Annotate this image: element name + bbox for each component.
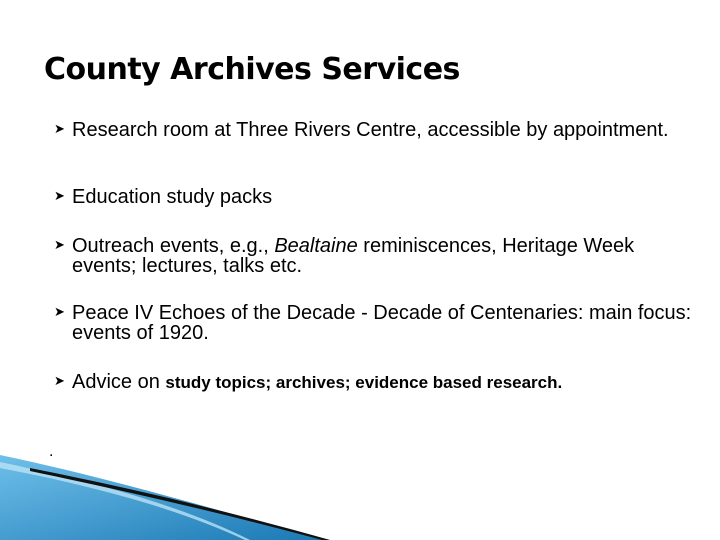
arrow-bullet-icon: ➤: [54, 189, 65, 204]
bullet-text: Education study packs: [72, 186, 273, 208]
arrow-bullet-icon: ➤: [54, 238, 65, 253]
arrow-bullet-icon: ➤: [54, 305, 65, 320]
arrow-bullet-icon: ➤: [54, 122, 65, 137]
bullet-text: Advice on study topics; archives; evidence based research.: [72, 371, 563, 393]
slide-title: County Archives Services: [44, 52, 460, 87]
bullet-text: Research room at Three Rivers Centre, accessible by appointment.: [72, 119, 669, 141]
trailing-dot: .: [49, 443, 54, 460]
bullet-text: Peace IV Echoes of the Decade - Decade of Centenaries: main focus: events of 1920.: [72, 302, 692, 344]
arrow-bullet-icon: ➤: [54, 374, 65, 389]
bullet-text: Outreach events, e.g., Bealtaine reminiscences, Heritage Week events; lectures, talks etc.: [72, 235, 635, 277]
